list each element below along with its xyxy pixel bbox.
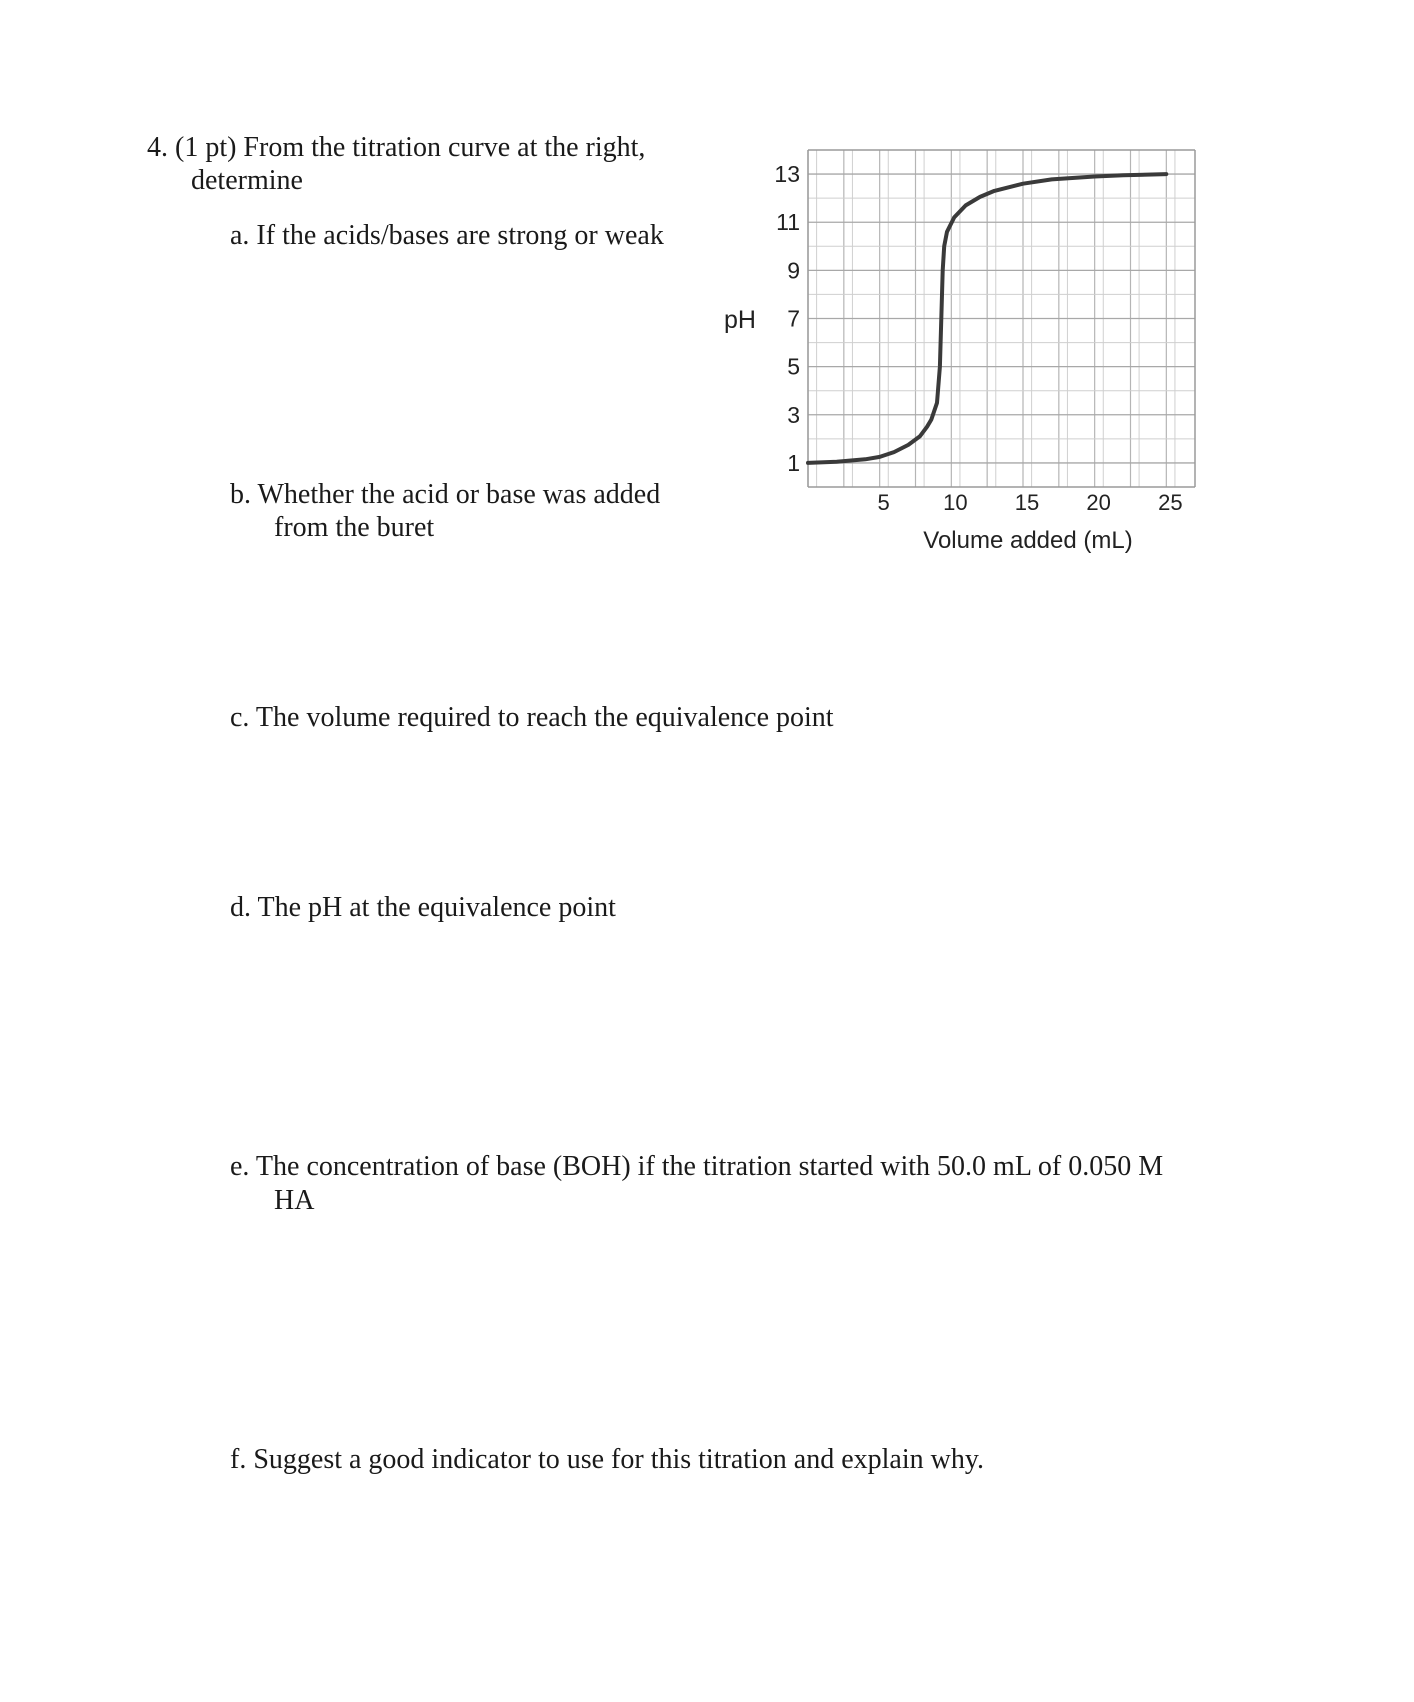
y-tick-label: 1 bbox=[787, 449, 800, 476]
x-tick-label: 20 bbox=[1086, 490, 1111, 515]
x-tick-label: 5 bbox=[877, 490, 890, 515]
y-tick-label: 11 bbox=[776, 209, 800, 236]
y-tick-label: 9 bbox=[787, 257, 800, 284]
question-part-e-line2: HA bbox=[274, 1185, 315, 1216]
y-tick-label: 13 bbox=[774, 161, 800, 188]
question-part-e-line1: e. The concentration of base (BOH) if the titration started with 50.0 mL of 0.050 M bbox=[230, 1151, 1164, 1182]
question-intro-line1: 4. (1 pt) From the titration curve at the right, bbox=[147, 132, 646, 163]
x-tick-labels bbox=[878, 490, 1183, 515]
question-intro-line2: determine bbox=[191, 165, 303, 196]
x-tick-label: 15 bbox=[1014, 490, 1040, 515]
question-part-d: d. The pH at the equivalence point bbox=[230, 892, 616, 923]
question-part-b-line1: b. Whether the acid or base was added bbox=[230, 479, 661, 510]
x-axis-label: Volume added (mL) bbox=[923, 527, 1133, 554]
question-part-c: c. The volume required to reach the equivalence point bbox=[230, 702, 834, 733]
x-tick-label: 25 bbox=[1158, 490, 1183, 515]
y-tick-labels bbox=[774, 161, 800, 476]
x-tick-label: 10 bbox=[943, 490, 968, 515]
chart-grid bbox=[808, 150, 1195, 487]
y-tick-label: 3 bbox=[787, 401, 800, 428]
y-axis-label: pH bbox=[724, 306, 756, 334]
question-part-f: f. Suggest a good indicator to use for this titration and explain why. bbox=[230, 1444, 985, 1475]
y-tick-label: 5 bbox=[787, 353, 800, 380]
question-part-a: a. If the acids/bases are strong or weak bbox=[230, 220, 664, 251]
y-tick-label: 7 bbox=[787, 305, 800, 332]
question-part-b-line2: from the buret bbox=[274, 512, 435, 543]
